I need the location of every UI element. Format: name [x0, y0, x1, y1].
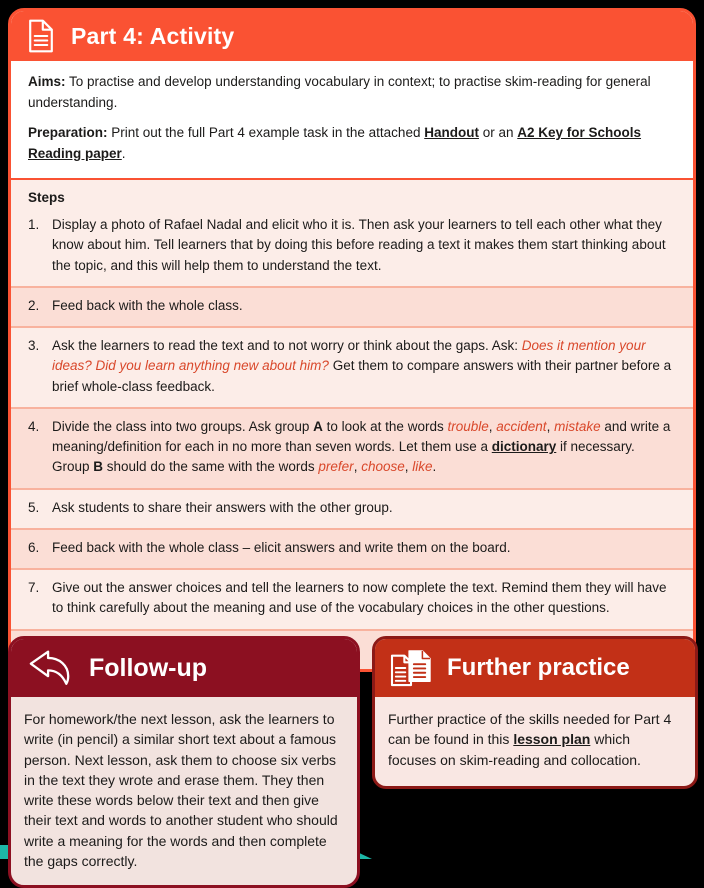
- text-segment: Preparation:: [28, 125, 108, 141]
- inline-link[interactable]: lesson plan: [513, 731, 591, 748]
- text-segment: For homework/the next lesson, ask the learners to write (in pencil) a similar short text about a famous person. Next lesson, ask them to choose six verbs in the text they wrote and erase them. They then write these words below their text and then give their text and words to another student who should write a meaning for the words and then complete the gaps correctly.: [24, 711, 338, 870]
- text-segment: B: [93, 459, 104, 475]
- follow-up-body: [11, 697, 357, 885]
- step-row: [11, 528, 693, 568]
- inline-link[interactable]: Handout: [424, 125, 479, 141]
- preparation-paragraph: [28, 123, 676, 164]
- step-text: [52, 578, 676, 619]
- step-number: 6.: [28, 539, 40, 555]
- text-segment: ,: [546, 418, 555, 434]
- follow-up-title: Follow-up: [89, 653, 208, 682]
- inline-link[interactable]: dictionary: [491, 439, 557, 455]
- step-row: [11, 488, 693, 528]
- step-text: [52, 336, 676, 397]
- steps-section: [11, 178, 693, 669]
- text-segment: Further practice of the skills needed for Part 4 can be found in this: [388, 711, 672, 748]
- text-segment: and write a meaning/definition for each in no more than seven words. Let them use a: [52, 418, 671, 455]
- step-row: [11, 407, 693, 488]
- text-segment: ,: [353, 459, 362, 475]
- text-segment: should do the same with the words: [103, 459, 319, 475]
- text-segment: .: [121, 145, 126, 161]
- further-practice-title: Further practice: [447, 654, 630, 681]
- text-segment: Print out the full Part 4 example task in the attached: [107, 125, 425, 141]
- text-segment: prefer: [318, 459, 354, 475]
- step-text: [52, 417, 676, 478]
- text-segment: Give out the answer choices and tell the learners to now complete the text. Remind them they will have to think carefully about the meaning and use of the vocabulary choices in the other questions.: [52, 580, 667, 616]
- text-segment: accident: [496, 418, 547, 434]
- follow-up-header: [11, 639, 357, 697]
- step-text: [52, 498, 676, 518]
- text-segment: Ask the learners to read the text and to not worry or think about the gaps. Ask:: [52, 338, 522, 354]
- step-row: [11, 326, 693, 407]
- document-icon: [27, 18, 55, 54]
- text-segment: Display a photo of Rafael Nadal and elicit who it is. Then ask your learners to tell each other what they know about him. Tell learners that by doing this before reading a text it makes them start thinking about the topic, and this will help them to understand the text.: [52, 217, 666, 273]
- intro-section: [11, 61, 693, 178]
- step-number: 3.: [28, 338, 40, 354]
- further-practice-body: [375, 697, 695, 786]
- steps-heading: Steps: [28, 190, 65, 206]
- text-segment: Does it mention your ideas? Did you learn anything new about him?: [52, 338, 646, 374]
- activity-title: Part 4: Activity: [71, 22, 235, 49]
- text-segment: choose: [361, 459, 405, 475]
- documents-icon: [389, 649, 433, 687]
- text-segment: like: [412, 459, 433, 475]
- aims-paragraph: [28, 72, 676, 113]
- reply-arrow-icon: [27, 648, 73, 688]
- step-number: 1.: [28, 217, 40, 233]
- text-segment: Ask students to share their answers with the other group.: [52, 499, 393, 515]
- step-row: [11, 568, 693, 629]
- text-segment: Divide the class into two groups. Ask group: [52, 418, 314, 434]
- step-number: 5.: [28, 499, 40, 515]
- text-segment: trouble: [447, 418, 489, 434]
- further-practice-header: [375, 639, 695, 697]
- text-segment: To practise and develop understanding vocabulary in context; to practise skim-reading for general understanding.: [28, 74, 651, 110]
- text-segment: ,: [404, 459, 413, 475]
- text-segment: A: [313, 418, 323, 434]
- step-text: [52, 215, 676, 276]
- follow-up-card: [8, 636, 360, 888]
- step-text: [52, 538, 676, 558]
- step-row: [11, 207, 693, 286]
- step-text: [52, 296, 676, 316]
- activity-card-header: [11, 11, 693, 61]
- activity-card: [8, 8, 696, 672]
- text-segment: Feed back with the whole class.: [52, 297, 243, 313]
- further-practice-card: [372, 636, 698, 789]
- text-segment: which focuses on skim-reading and collocation.: [388, 731, 641, 768]
- text-segment: ,: [488, 418, 497, 434]
- inline-link[interactable]: A2 Key for Schools Reading paper: [28, 125, 642, 161]
- steps-list: [11, 207, 693, 669]
- text-segment: or an: [478, 125, 518, 141]
- text-segment: .: [432, 459, 437, 475]
- text-segment: to look at the words: [322, 418, 448, 434]
- text-segment: if necessary. Group: [52, 439, 635, 475]
- text-segment: mistake: [554, 418, 601, 434]
- text-segment: Feed back with the whole class – elicit answers and write them on the board.: [52, 539, 511, 555]
- step-number: 2.: [28, 297, 40, 313]
- step-number: 4.: [28, 418, 40, 434]
- text-segment: Aims:: [28, 74, 66, 89]
- text-segment: Get them to compare answers with their partner before a brief whole-class feedback.: [52, 358, 672, 394]
- step-number: 7.: [28, 580, 40, 596]
- step-row: [11, 286, 693, 326]
